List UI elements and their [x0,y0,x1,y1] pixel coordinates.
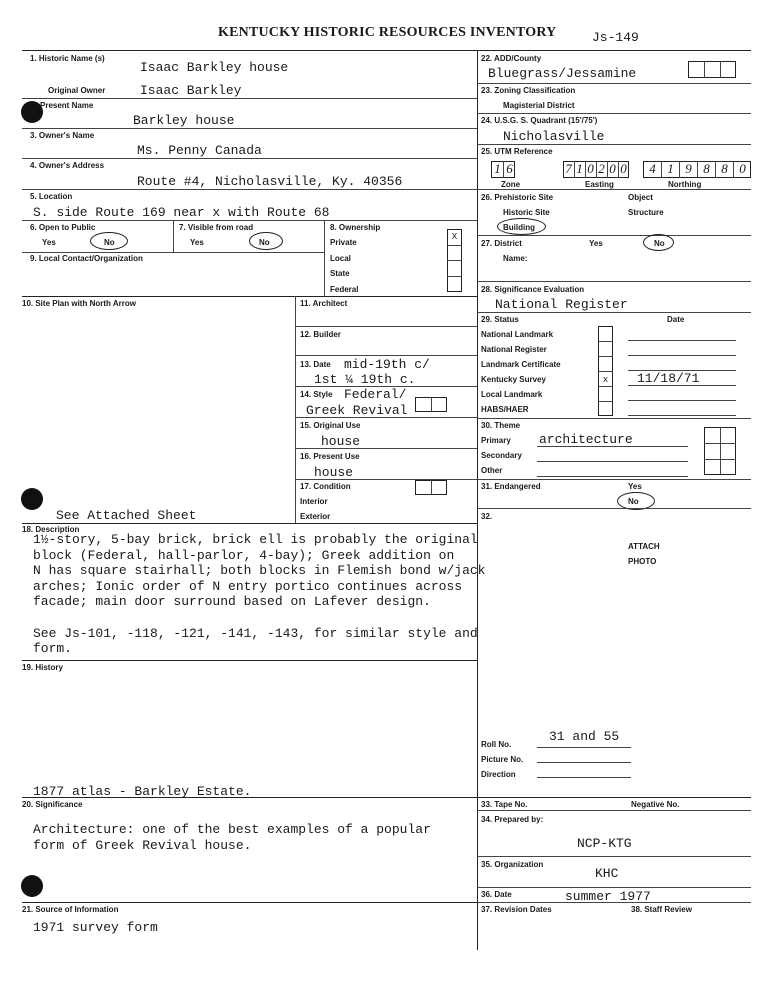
circle-building [497,218,546,235]
label-location: 5. Location [30,192,73,201]
label-owner-address: 4. Owner's Address [30,161,105,170]
label-tape-number: 33. Tape No. [481,800,528,809]
label-present-use: 16. Present Use [300,452,360,461]
county-code-box [688,61,736,78]
utm-easting-digit-4: 2 [598,161,605,176]
endangered-yes: Yes [628,482,642,491]
label-original-use: 15. Original Use [300,421,361,430]
resource-structure: Structure [628,208,664,217]
label-condition: 17. Condition [300,482,351,491]
utm-northing-label: Northing [668,180,702,189]
status-habs-haer: HABS/HAER [481,405,529,414]
theme-other-label: Other [481,466,503,475]
attach-photo-line1: ATTACH [628,542,660,551]
label-revision-dates: 37. Revision Dates [481,905,552,914]
label-negative-number: Negative No. [631,800,680,809]
resource-historic-site: Historic Site [503,208,550,217]
utm-northing-digit-5: 8 [721,161,728,176]
label-description: 18. Description [22,525,80,534]
value-location: S. side Route 169 near x with Route 68 [33,205,330,220]
status-kentucky-survey-date: 11/18/71 [637,371,700,386]
label-significance-evaluation: 28. Significance Evaluation [481,285,585,294]
value-present-use: house [314,465,354,480]
utm-northing-digit-2: 1 [667,161,674,176]
label-utm: 25. UTM Reference [481,147,553,156]
value-history: 1877 atlas - Barkley Estate. [33,784,252,799]
value-original-use: house [321,434,361,449]
frame-top [22,50,751,51]
label-add-county: 22. ADD/County [481,54,542,63]
theme-primary-value: architecture [539,432,633,447]
resource-object: Object [628,193,653,202]
visible-road-no: No [259,238,270,247]
label-date: 13. Date [300,360,331,369]
theme-primary-label: Primary [481,436,511,445]
utm-zone-digit-1: 1 [494,161,501,176]
utm-northing-digit-4: 8 [703,161,710,176]
attach-photo-line2: PHOTO [628,557,657,566]
utm-northing-digit-6: 0 [739,161,746,176]
label-style: 14. Style [300,390,333,399]
utm-zone-label: Zone [501,180,521,189]
label-staff-review: 38. Staff Review [631,905,692,914]
value-original-owner: Isaac Barkley [140,83,242,98]
value-add-county: Bluegrass/Jessamine [488,66,637,81]
status-national-register: National Register [481,345,547,354]
value-significance-evaluation: National Register [495,297,628,312]
open-public-yes: Yes [42,238,56,247]
status-national-landmark: National Landmark [481,330,554,339]
utm-easting-digit-1: 7 [565,161,572,176]
roll-number-label: Roll No. [481,740,512,749]
value-prepared-by: NCP-KTG [577,836,632,851]
label-status: 29. Status [481,315,519,324]
label-organization: 35. Organization [481,860,544,869]
label-theme: 30. Theme [481,421,521,430]
label-significance: 20. Significance [22,800,83,809]
value-owner-name: Ms. Penny Canada [137,143,262,158]
ownership-private-mark: X [451,232,458,242]
utm-easting-digit-6: 0 [620,161,627,176]
value-usgs-quadrant: Nicholasville [503,129,605,144]
value-description: 1½-story, 5-bay brick, brick ell is probably the original block (Federal, hall-parlor, 4-bay); Greek addition on N has square stairhall; both blocks in Flemish bond w/jack arches; Ionic order of N entry portico continues across facade; main door surround based on Lafever design. See Js-101, -118, -121, -141, -143, for similar style and form. [33,532,486,657]
label-photo: 32. [481,512,493,521]
label-endangered: 31. Endangered [481,482,541,491]
form-title: KENTUCKY HISTORIC RESOURCES INVENTORY [218,25,557,40]
label-local-contact: 9. Local Contact/Organization [30,254,143,263]
picture-number-label: Picture No. [481,755,524,764]
hole-punch-bottom [21,875,43,897]
value-zoning: Magisterial District [503,101,575,110]
circle-visible-road-no [249,232,283,250]
value-date-prepared: summer 1977 [565,889,651,904]
ownership-local: Local [330,254,351,263]
condition-exterior: Exterior [300,512,331,521]
status-kentucky-survey: Kentucky Survey [481,375,546,384]
label-builder: 12. Builder [300,330,341,339]
label-prehistoric-site: 26. Prehistoric Site [481,193,554,202]
status-kentucky-survey-mark: x [602,375,609,385]
value-style-2: Greek Revival [306,403,408,418]
value-source: 1971 survey form [33,920,158,935]
utm-northing-digit-3: 9 [685,161,692,176]
district-name-label: Name: [503,254,528,263]
ownership-state: State [330,269,350,278]
label-history: 19. History [22,663,63,672]
condition-interior: Interior [300,497,328,506]
label-present-name: Present Name [40,101,94,110]
label-visible-from-road: 7. Visible from road [179,223,254,232]
resource-building: Building [503,223,535,232]
utm-zone-digit-2: 6 [506,161,513,176]
document-number: Js-149 [592,30,639,45]
label-site-plan: 10. Site Plan with North Arrow [22,299,136,308]
theme-secondary-label: Secondary [481,451,522,460]
circle-district-no [643,234,674,251]
ownership-federal: Federal [330,285,359,294]
value-owner-address: Route #4, Nicholasville, Ky. 40356 [137,174,403,189]
utm-easting-label: Easting [585,180,614,189]
utm-easting-digit-3: 0 [587,161,594,176]
label-zoning: 23. Zoning Classification [481,86,576,95]
district-yes: Yes [589,239,603,248]
utm-easting-digit-5: 0 [609,161,616,176]
value-historic-name: Isaac Barkley house [140,60,289,75]
value-significance: Architecture: one of the best examples of a popular form of Greek Revival house. [33,822,431,853]
label-original-owner: Original Owner [48,86,106,95]
ownership-private: Private [330,238,357,247]
status-local-landmark: Local Landmark [481,390,543,399]
label-open-to-public: 6. Open to Public [30,223,96,232]
center-divider [477,50,478,950]
label-date-prepared: 36. Date [481,890,512,899]
label-ownership: 8. Ownership [330,223,381,232]
value-site-plan: See Attached Sheet [56,508,197,523]
label-district: 27. District [481,239,522,248]
label-usgs-quadrant: 24. U.S.G. S. Quadrant (15'/75') [481,116,598,125]
label-historic-name: 1. Historic Name (s) [30,54,105,63]
hole-punch-middle [21,488,43,510]
label-owner-name: 3. Owner's Name [30,131,95,140]
value-date-1: mid-19th c/ [344,357,430,372]
value-present-name: Barkley house [133,113,235,128]
direction-label: Direction [481,770,516,779]
label-prepared-by: 34. Prepared by: [481,815,544,824]
utm-northing-digit-1: 4 [649,161,656,176]
circle-open-public-no [90,232,128,250]
status-landmark-certificate: Landmark Certificate [481,360,561,369]
utm-easting-digit-2: 1 [576,161,583,176]
roll-number-value: 31 and 55 [549,729,620,744]
status-date-label: Date [667,315,685,324]
value-date-2: 1st ¼ 19th c. [314,372,416,387]
value-style-1: Federal/ [344,387,407,402]
endangered-no: No [628,497,639,506]
label-architect: 11. Architect [300,299,348,308]
label-source: 21. Source of Information [22,905,119,914]
value-organization: KHC [595,866,619,881]
district-no: No [654,239,665,248]
visible-road-yes: Yes [190,238,204,247]
open-public-no: No [104,238,115,247]
